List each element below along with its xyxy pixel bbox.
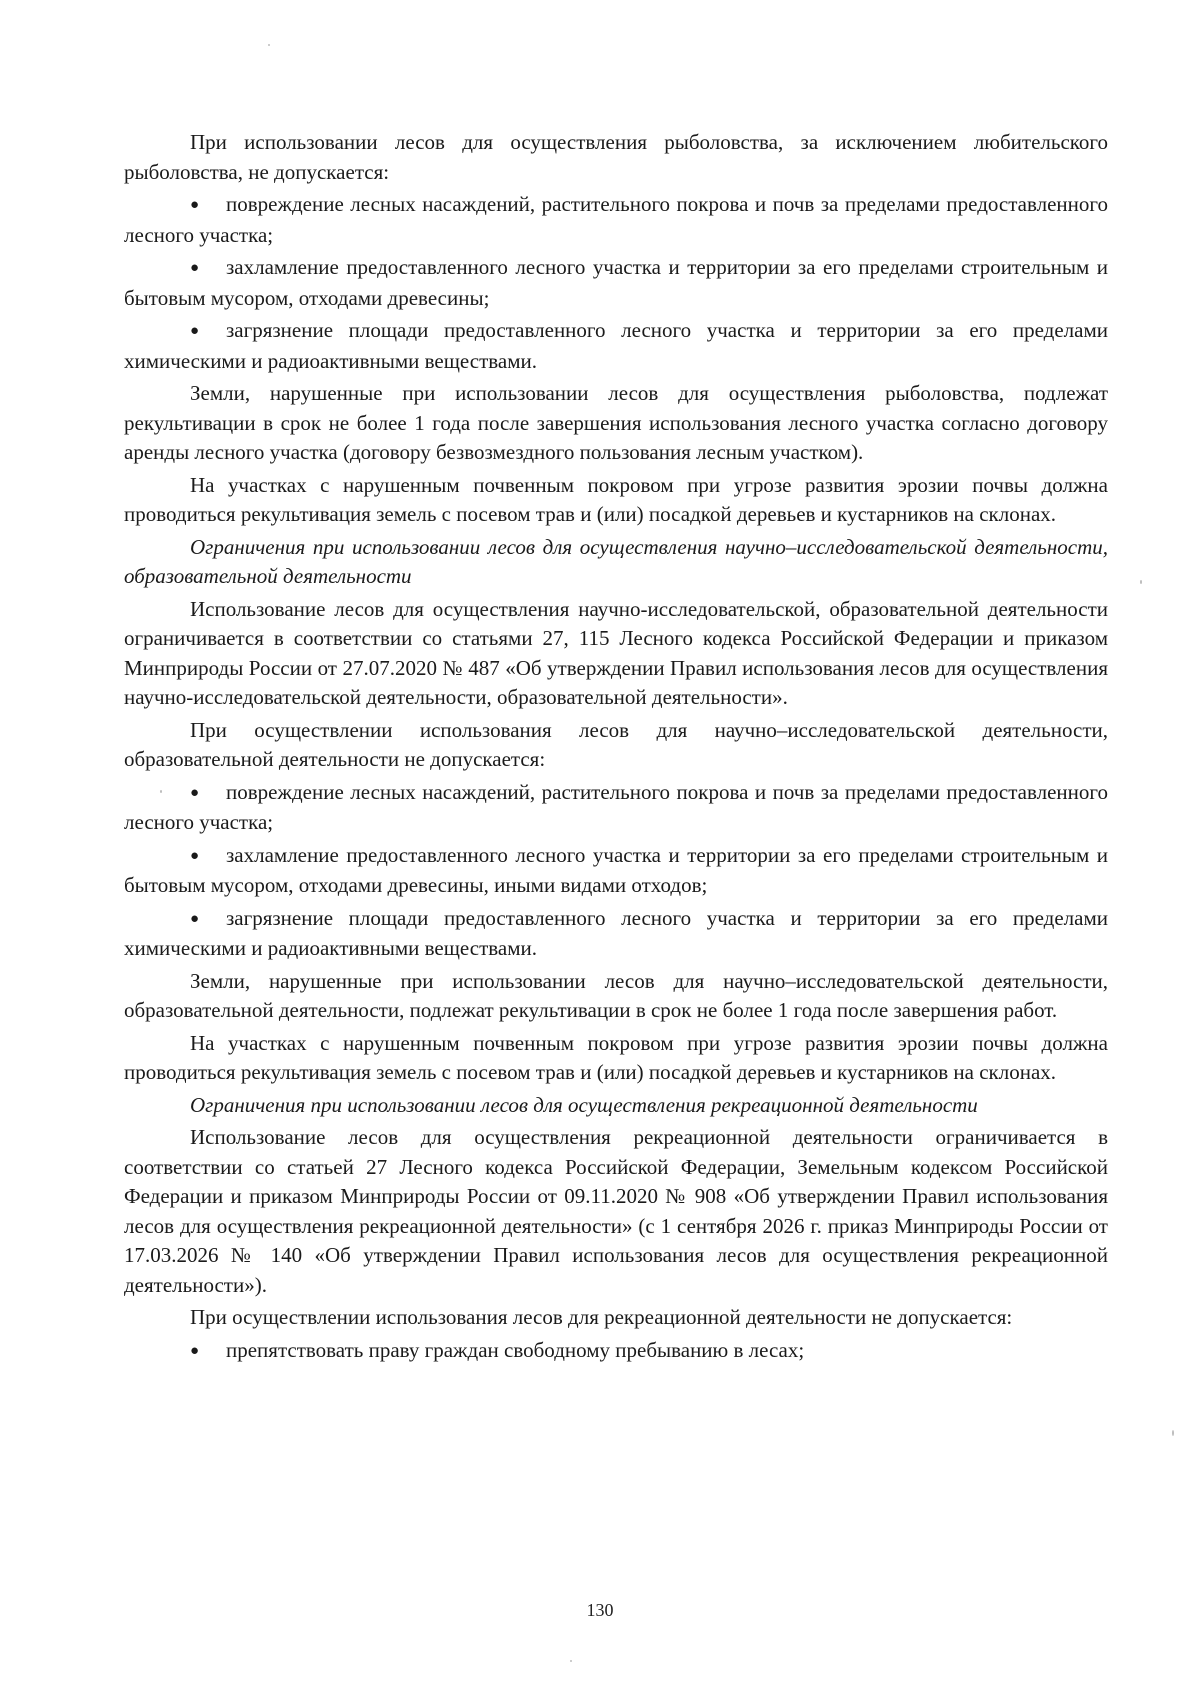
paragraph: Использование лесов для осуществления научно-исследовательской, образовательной деятельности ограничивается в соответствии со статьями 27, 115 Лесного кодекса Российской Федерации и приказом Минприроды России от 27.07.2020 № 487 «Об утверждении Правил использования лесов для осуществления научно-исследовательской деятельности, образовательной деятельности». <box>124 596 1108 709</box>
bullet-icon: ● <box>190 847 200 864</box>
list-item-text: повреждение лесных насаждений, растительного покрова и почв за пределами предоставленного лесного участка; <box>124 192 1108 247</box>
list-item-text: препятствовать праву граждан свободному пребыванию в лесах; <box>226 1337 805 1362</box>
paragraph: При осуществлении использования лесов для научно–исследовательской деятельности, образовательной деятельности не допускается: <box>124 717 1108 771</box>
section-research <box>124 533 1108 1088</box>
paragraph: На участках с нарушенным почвенным покровом при угрозе развития эрозии почвы должна проводиться рекультивация земель с посевом трав и (или) посадкой деревьев и кустарников на склонах. <box>124 1030 1108 1084</box>
page-number: 130 <box>586 1600 614 1620</box>
list-item <box>124 190 1108 250</box>
list-item-text: загрязнение площади предоставленного лесного участка и территории за его пределами химическими и радиоактивными веществами. <box>124 318 1108 373</box>
list-item-text: захламление предоставленного лесного участка и территории за его пределами строительным и бытовым мусором, отходами древесины, иными видами отходов; <box>124 842 1108 897</box>
list-item <box>124 316 1108 376</box>
bullet-icon: ● <box>190 910 200 927</box>
bullet-icon: ● <box>190 784 200 801</box>
paragraph: Использование лесов для осуществления рекреационной деятельности ограничивается в соответствии со статьей 27 Лесного кодекса Российской Федерации, Земельным кодексом Российской Федерации и приказом Минприроды России от 09.11.2020 № 908 «Об утверждении Правил использования лесов для осуществления рекреационной деятельности» (с 1 сентября 2026 г. приказ Минприроды России от 17.03.2026 № 140 «Об утверждении Правил использования лесов для осуществления рекреационной деятельности»). <box>124 1125 1108 1297</box>
scan-speck <box>160 790 162 793</box>
list-item <box>124 778 1108 838</box>
scan-speck <box>1172 1430 1174 1436</box>
paragraph: Земли, нарушенные при использовании лесов для научно–исследовательской деятельности, образовательной деятельности, подлежат рекультивации в срок не более 1 года после завершения работ. <box>124 968 1108 1022</box>
paragraph: При использовании лесов для осуществления рыболовства, за исключением любительского рыболовства, не допускается: <box>124 130 1108 184</box>
list-item <box>124 904 1108 964</box>
list-item <box>124 253 1108 313</box>
section-fishing <box>124 128 1108 530</box>
bullet-icon: ● <box>190 260 200 276</box>
paragraph: На участках с нарушенным почвенным покровом при угрозе развития эрозии почвы должна проводиться рекультивация земель с посевом трав и (или) посадкой деревьев и кустарников на склонах. <box>124 472 1108 526</box>
scan-speck <box>570 1660 572 1662</box>
list-item <box>124 1336 1108 1367</box>
paragraph: Земли, нарушенные при использовании лесов для осуществления рыболовства, подлежат рекультивации в срок не более 1 года после завершения использования лесного участка согласно договору аренды лесного участка (договору безвозмездного пользования лесным участком). <box>124 381 1108 464</box>
section-heading: Ограничения при использовании лесов для осуществления научно–исследовательской деятельности, образовательной деятельности <box>124 534 1108 588</box>
list-item-text: захламление предоставленного лесного участка и территории за его пределами строительным и бытовым мусором, отходами древесины; <box>124 255 1108 310</box>
scan-speck <box>268 44 270 46</box>
section-heading: Ограничения при использовании лесов для осуществления рекреационной деятельности <box>190 1092 978 1117</box>
bullet-icon: ● <box>190 1342 200 1359</box>
bullet-icon: ● <box>190 323 200 339</box>
bullet-icon: ● <box>190 197 200 213</box>
list-item-text: загрязнение площади предоставленного лесного участка и территории за его пределами химическими и радиоактивными веществами. <box>124 905 1108 960</box>
scan-speck <box>1140 580 1142 584</box>
list-item-text: повреждение лесных насаждений, растительного покрова и почв за пределами предоставленного лесного участка; <box>124 779 1108 834</box>
paragraph: При осуществлении использования лесов для рекреационной деятельности не допускается: <box>190 1305 1013 1329</box>
list-item <box>124 841 1108 901</box>
section-recreation <box>124 1091 1108 1367</box>
